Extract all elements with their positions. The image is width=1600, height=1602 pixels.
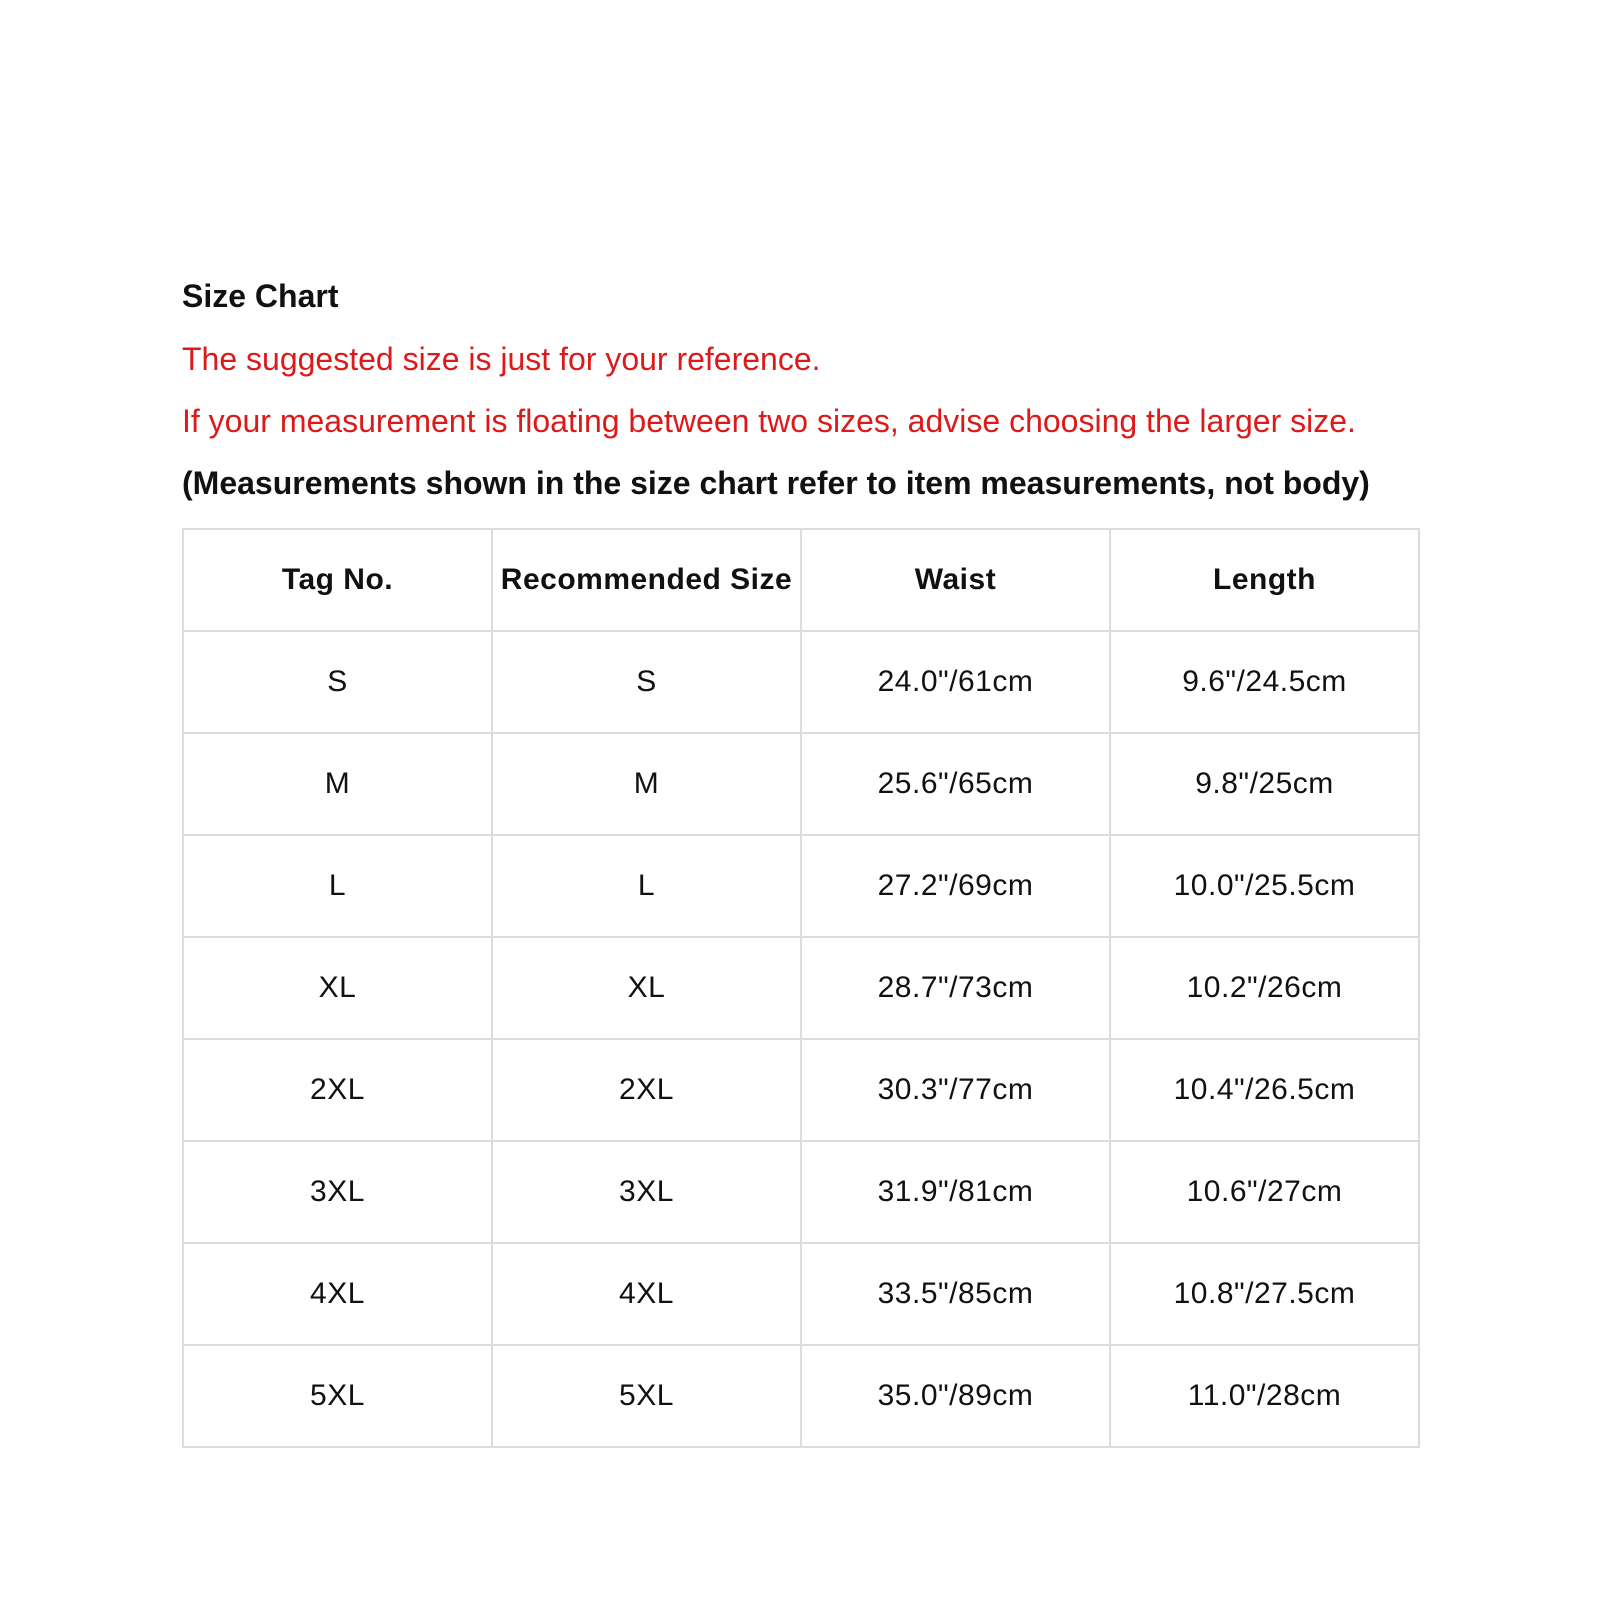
header-length: Length xyxy=(1110,529,1419,631)
table-row xyxy=(183,937,1419,1039)
cell-tag-no: 4XL xyxy=(183,1243,492,1345)
table-row xyxy=(183,1141,1419,1243)
cell-recommended-size: 4XL xyxy=(492,1243,801,1345)
size-chart-section xyxy=(182,271,1422,507)
cell-tag-no: M xyxy=(183,733,492,835)
chart-title: Size Chart xyxy=(182,278,339,314)
cell-recommended-size: 5XL xyxy=(492,1345,801,1447)
cell-recommended-size: L xyxy=(492,835,801,937)
table-row xyxy=(183,1039,1419,1141)
cell-length: 9.6"/24.5cm xyxy=(1110,631,1419,733)
cell-tag-no: L xyxy=(183,835,492,937)
table-row xyxy=(183,1243,1419,1345)
cell-length: 11.0"/28cm xyxy=(1110,1345,1419,1447)
cell-tag-no: 3XL xyxy=(183,1141,492,1243)
cell-waist: 30.3"/77cm xyxy=(801,1039,1110,1141)
header-tag-no: Tag No. xyxy=(183,529,492,631)
cell-waist: 25.6"/65cm xyxy=(801,733,1110,835)
cell-tag-no: 5XL xyxy=(183,1345,492,1447)
cell-recommended-size: XL xyxy=(492,937,801,1039)
cell-length: 10.2"/26cm xyxy=(1110,937,1419,1039)
cell-recommended-size: 3XL xyxy=(492,1141,801,1243)
cell-length: 10.4"/26.5cm xyxy=(1110,1039,1419,1141)
table-row xyxy=(183,1345,1419,1447)
table-row xyxy=(183,631,1419,733)
cell-recommended-size: S xyxy=(492,631,801,733)
cell-recommended-size: 2XL xyxy=(492,1039,801,1141)
cell-length: 9.8"/25cm xyxy=(1110,733,1419,835)
advice-note: If your measurement is floating between two sizes, advise choosing the larger size. xyxy=(182,403,1356,439)
cell-waist: 33.5"/85cm xyxy=(801,1243,1110,1345)
cell-waist: 31.9"/81cm xyxy=(801,1141,1110,1243)
cell-length: 10.6"/27cm xyxy=(1110,1141,1419,1243)
size-table xyxy=(182,528,1420,1448)
cell-tag-no: XL xyxy=(183,937,492,1039)
measurement-note: (Measurements shown in the size chart refer to item measurements, not body) xyxy=(182,465,1370,501)
header-waist: Waist xyxy=(801,529,1110,631)
table-header-row xyxy=(183,529,1419,631)
cell-waist: 35.0"/89cm xyxy=(801,1345,1110,1447)
table-row xyxy=(183,835,1419,937)
header-recommended-size: Recommended Size xyxy=(492,529,801,631)
cell-tag-no: S xyxy=(183,631,492,733)
cell-waist: 28.7"/73cm xyxy=(801,937,1110,1039)
cell-length: 10.0"/25.5cm xyxy=(1110,835,1419,937)
cell-waist: 27.2"/69cm xyxy=(801,835,1110,937)
cell-tag-no: 2XL xyxy=(183,1039,492,1141)
cell-waist: 24.0"/61cm xyxy=(801,631,1110,733)
cell-recommended-size: M xyxy=(492,733,801,835)
table-row xyxy=(183,733,1419,835)
cell-length: 10.8"/27.5cm xyxy=(1110,1243,1419,1345)
reference-note: The suggested size is just for your reference. xyxy=(182,341,821,377)
